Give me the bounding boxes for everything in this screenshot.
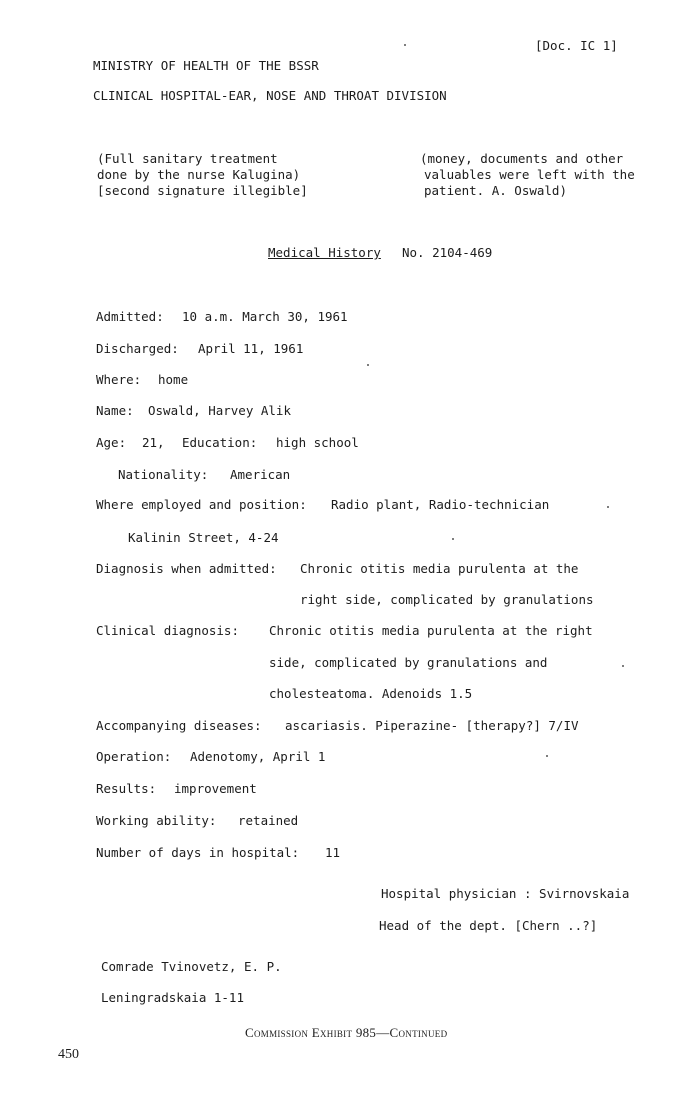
note-right-line-2: valuables were left with the [424,167,635,182]
scan-speck [607,506,609,508]
note-right-line-3: patient. A. Oswald) [424,183,567,198]
results-value: improvement [174,781,257,796]
operation-label: Operation: [96,749,172,764]
addressee-name: Comrade Tvinovetz, E. P. [101,959,282,974]
note-left-line-3: [second signature illegible] [97,183,308,198]
employment-label: Where employed and position: [96,497,307,512]
diagnosis-admitted-label: Diagnosis when admitted: [96,561,277,576]
clinical-diagnosis-line-1: Chronic otitis media purulenta at the right [269,623,593,638]
employment-value: Radio plant, Radio-technician [331,497,550,512]
name-value: Oswald, Harvey Alik [148,403,291,418]
education-value: high school [276,435,359,450]
ministry-heading: MINISTRY OF HEALTH OF THE BSSR [93,58,319,73]
note-left-line-2: done by the nurse Kalugina) [97,167,301,182]
where-label: Where: [96,372,142,387]
scan-speck [452,538,454,540]
clinical-diagnosis-label: Clinical diagnosis: [96,623,239,638]
page-number: 450 [58,1047,79,1062]
hospital-days-label: Number of days in hospital: [96,845,300,860]
nationality-value: American [230,467,291,482]
accompanying-value: ascariasis. Piperazine- [therapy?] 7/IV [285,718,579,733]
age-label: Age: [96,435,127,450]
clinical-diagnosis-line-2: side, complicated by granulations and [269,655,548,670]
age-value: 21, [142,435,165,450]
note-left-line-1: (Full sanitary treatment [97,151,278,166]
nationality-label: Nationality: [118,467,209,482]
scan-speck [622,665,624,667]
admitted-label: Admitted: [96,309,164,324]
working-ability-value: retained [238,813,299,828]
physician-signature: Hospital physician : Svirnovskaia [381,886,630,901]
name-label: Name: [96,403,134,418]
working-ability-label: Working ability: [96,813,217,828]
discharged-label: Discharged: [96,341,179,356]
scan-speck [404,44,406,46]
discharged-value: April 11, 1961 [198,341,304,356]
medical-history-number: No. 2104-469 [402,245,493,260]
exhibit-caption: Commission Exhibit 985—Continued [245,1025,448,1040]
department-head-signature: Head of the dept. [Chern ..?] [379,918,598,933]
address-line: Kalinin Street, 4-24 [128,530,279,545]
scan-speck [367,364,369,366]
operation-value: Adenotomy, April 1 [190,749,326,764]
note-right-line-1: (money, documents and other [420,151,624,166]
diagnosis-admitted-line-2: right side, complicated by granulations [300,592,594,607]
where-value: home [158,372,189,387]
hospital-heading: CLINICAL HOSPITAL-EAR, NOSE AND THROAT DIVISION [93,88,447,103]
diagnosis-admitted-line-1: Chronic otitis media purulenta at the [300,561,579,576]
scan-speck [546,755,548,757]
addressee-address: Leningradskaia 1-11 [101,990,244,1005]
accompanying-label: Accompanying diseases: [96,718,262,733]
hospital-days-value: 11 [325,845,341,860]
medical-history-title: Medical History [268,245,381,260]
education-label: Education: [182,435,258,450]
results-label: Results: [96,781,157,796]
admitted-value: 10 a.m. March 30, 1961 [182,309,348,324]
doc-reference: [Doc. IC 1] [535,38,618,53]
clinical-diagnosis-line-3: cholesteatoma. Adenoids 1.5 [269,686,473,701]
